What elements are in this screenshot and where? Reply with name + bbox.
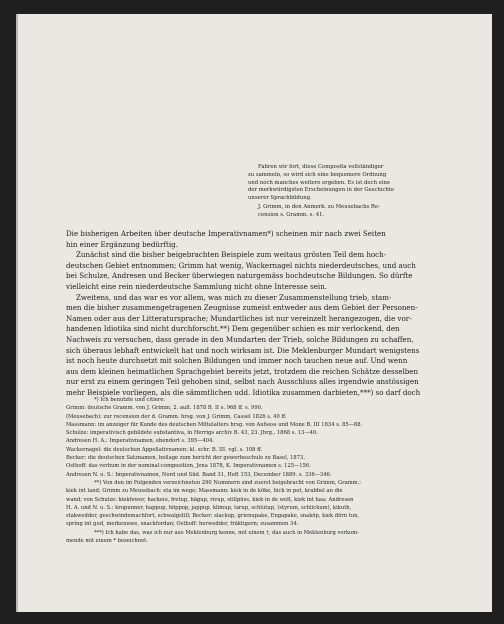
footnote-line: Osthoff: das verbum in der nominal-composition, Jena 1878, K. Imperativnamen s. 125—156. [66, 463, 311, 470]
footnote-line: (Meusebach): zur recension der d. Gramm. hrsg. von J. Grimm, Cassel 1826 s. 40 ff. [66, 413, 287, 420]
text-line: Die bisherigen Arbeiten über deutsche Imperativnamen*) scheinen mir nach zwei Seiten [66, 229, 386, 238]
epigraph-quote [248, 164, 458, 203]
epigraph [248, 164, 458, 220]
text-line: bei Schulze, Andresen und Becker überwiegen naturgemäss hochdeutsche Bildungen. So dürfte [66, 271, 413, 281]
epigraph-line: Fahren wir fort, diese Composita vollständiger [258, 164, 384, 170]
footnote-line: Massmann: im anzeiger für Kunde des deutschen Mittelalters hrsg. von Aufsess und Mone B. III 1834 s. 85—88. [66, 421, 363, 428]
footnote-line: mende mit einem * bezeichnet. [66, 538, 148, 545]
text-line: hin einer Ergänzung bedürftig. [66, 239, 178, 249]
text-line: nur erst zu einem geringen Teil gehoben sind, selbst nach Ausschluss alles irgendwie anstössigen [66, 377, 419, 387]
text-line: Nachweis zu versuchen, dass gerade in den Mundarten der Trieb, solche Bildungen zu schaffen, [66, 334, 414, 344]
text-line: mehr Beispiele vorliegen, als die sämmtlichen udd. Idiotika zusammen darbieten,***) so darf doch [66, 387, 421, 397]
footnote-line: H. A. und N. u. S.: krupunner, happup, höppop, jappup, klimup, larup, schlutup, (styrum, schlickum), kikuth, [66, 504, 352, 511]
footnote-line: *) Ich benutzte und citiere: [94, 397, 166, 403]
text-line: Zunächst sind die bisher beigebrachten Beispiele zum weitaus grösten Teil dem hoch- [76, 250, 387, 260]
footnote-line: Schulze: imperativisch gebildete substantiva, in Herrigs archiv B. 43, 23. Jhrg., 1868 s. 13—40. [66, 430, 318, 437]
book-page [16, 14, 492, 612]
epigraph-line: zu sammeln, so wird sich eine bequemere Ordnung [248, 171, 387, 178]
footnote-line: **) Von den im Folgenden verzeichneten 290 Nummern sind zuerst beigebracht von Grimm, Gramm.: [94, 479, 361, 486]
footnote-line: Grimm: deutsche Gramm. von J. Grimm, 2. aufl. 1878 B. II s. 968 ff. s. 990. [66, 405, 263, 412]
text-line: ist noch heute durchsetzt mit solchen Bildungen und immer noch tauchen neue auf. Und wenn [66, 356, 408, 366]
main-text [66, 229, 468, 399]
text-line: vielleicht eine rein niederdeutsche Sammlung nicht ohne Interesse sein. [66, 281, 328, 291]
text-line: men die bisher zusammengetragenen Zeugnisse zumeist entweder aus dem Gebiet der Personen- [66, 303, 418, 313]
epigraph-line: unserer Sprachbildung. [248, 195, 312, 202]
footnote-line: Andresen N. u. S.: Imperativnamen, Nord und Süd. Band 31, Heft 153, December 1889. s. 336—346. [66, 471, 332, 478]
footnote-line: stakwedder, geschwindemachfort, schwalgstill; Becker: slackup, grienupake, Engapake, snaköp, kiek dörn tun, [66, 513, 360, 520]
text-line: handenen Idiotika sind nicht durchforscht.**) Dem gegenüber schien es mir verlockend, den [66, 324, 400, 334]
epigraph-line: und noch manches weitere ergeben. Es ist doch eine [248, 179, 391, 186]
epigraph-source-line: J. Grimm, in den Anmerk. zu Meusebachs Re- [258, 203, 380, 210]
footnotes [66, 396, 470, 545]
epigraph-line: der merkwürdigsten Erscheinungen in der Geschichte [248, 187, 395, 194]
footnote-line: spring int gud, merkenuwe, snackfordan; Osthoff: herwedder, fräktigern; zusammen 34. [66, 521, 299, 528]
footnote-line: Wackernagel: die deutschen Appellativnamen: kl. schr. B. III. vgl. s. 108 ff. [66, 446, 263, 453]
text-line: aus dem kleinen heimatlichen Sprachgebiet bereits jetzt, trotzdem die reichen Schätze desselben [66, 366, 419, 376]
text-line: Zweitens, und das war es vor allem, was mich zu dieser Zusammenstellung trieb, stam- [76, 292, 392, 302]
footnote-line: Andresen H. A.: Imperativnamen, ebendort s. 395—404. [66, 438, 215, 445]
footnote-line: kiek int land; Grimm zu Meusebach: eta im wege; Massmann: kiek in de köke, hick in pot, krabbel an die [66, 488, 343, 495]
footnote-line: ***) Ich habe das, was ich nur aus Meklenburg kenne, mit einem †, das auch in Meklenburg vorkom- [94, 529, 359, 536]
footnote-line: wand; von Schulze: kiekfewer, hackeio, fretup, hägup, rivup, stillpüss, kiek in de welt, kiek int haa; Andresen [66, 496, 354, 503]
epigraph-source [248, 204, 458, 220]
text-line: sich überaus lebhaft entwickelt hat und noch wirksam ist. Die Meklenburger Mundart wenigstens [66, 345, 420, 355]
epigraph-source-line: cension s. Gramm. s. 41. [258, 211, 325, 218]
footnote-line: Becker: die deutschen Satznamen, beilage zum bericht der gewerbeschule zu Basel, 1873. [66, 455, 305, 462]
text-line: deutschen Gebiet entnommen; Grimm hat wenig, Wackernagel nichts niederdeutsches, und auch [66, 260, 416, 270]
text-line: Namen oder aus der Litteratursprache; Mundartliches ist nur vereinzelt herangezogen, die vor- [66, 313, 412, 323]
